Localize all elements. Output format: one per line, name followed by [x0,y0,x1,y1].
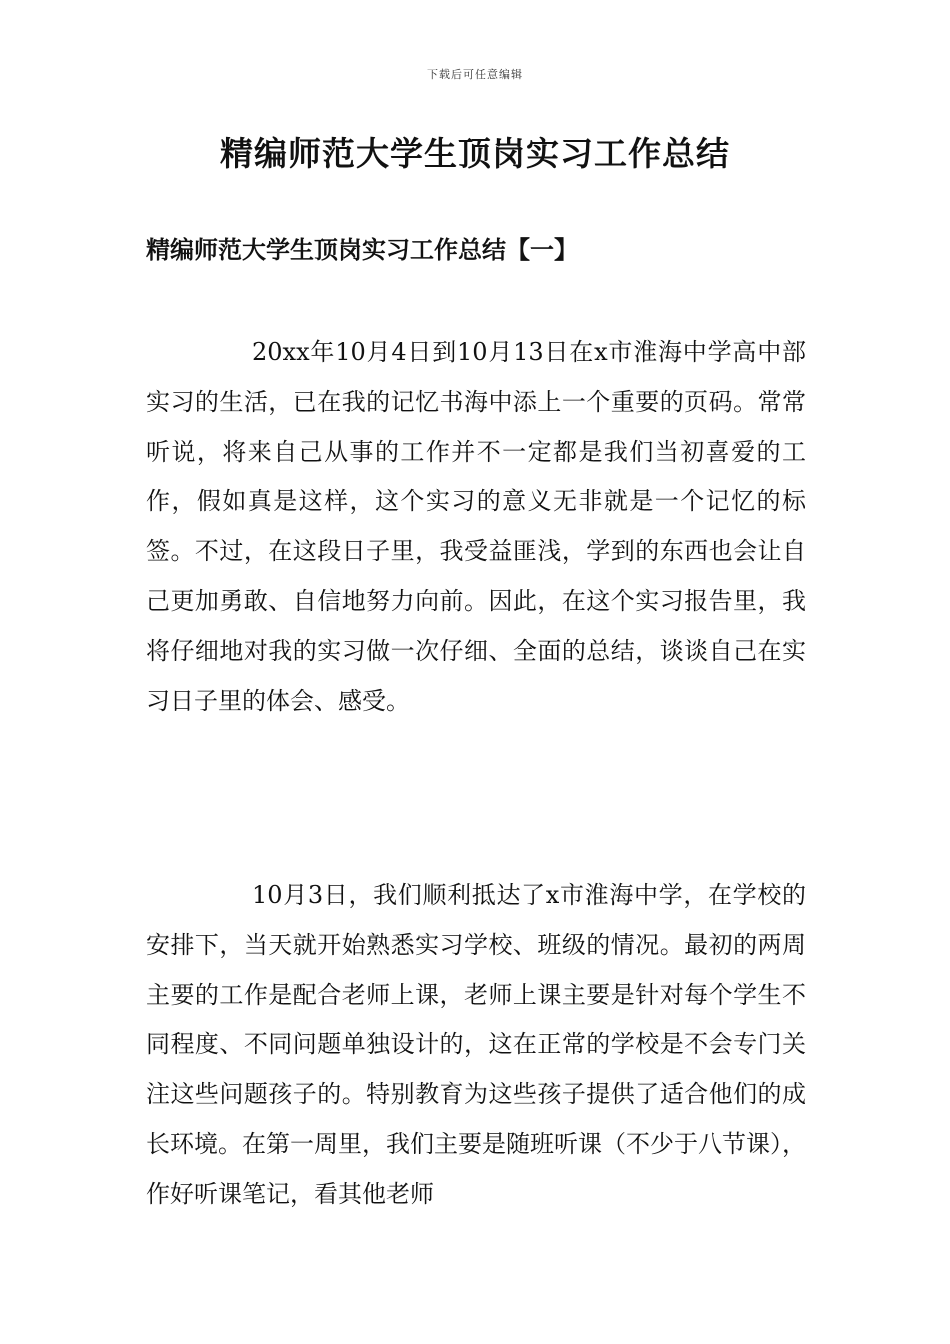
header-note: 下载后可任意编辑 [427,68,523,81]
document-title: 精编师范大学生顶岗实习工作总结 [220,134,730,173]
body-paragraph-1: 20xx年10月4日到10月13日在x市淮海中学高中部实习的生活，已在我的记忆书海中添上一个重要的页码。常常听说，将来自己从事的工作并不一定都是我们当初喜爱的工作，假如真是这样，这个实习的意义无非就是一个记忆的标签。不过，在这段日子里，我受益匪浅，学到的东西也会让自己更加勇敢、自信地努力向前。因此，在这个实习报告里，我将仔细地对我的实习做一次仔细、全面的总结，谈谈自己在实习日子里的体会、感受。 [146,338,806,715]
body-paragraph-2: 10月3日，我们顺利抵达了x市淮海中学，在学校的安排下，当天就开始熟悉实习学校、班级的情况。最初的两周主要的工作是配合老师上课，老师上课主要是针对每个学生不同程度、不同问题单独设计的，这在正常的学校是不会专门关注这些问题孩子的。特别教育为这些孩子提供了适合他们的成长环境。在第一周里，我们主要是随班听课（不少于八节课），作好听课笔记，看其他老师 [146,881,806,1208]
section-heading: 精编师范大学生顶岗实习工作总结【一】 [146,235,578,264]
